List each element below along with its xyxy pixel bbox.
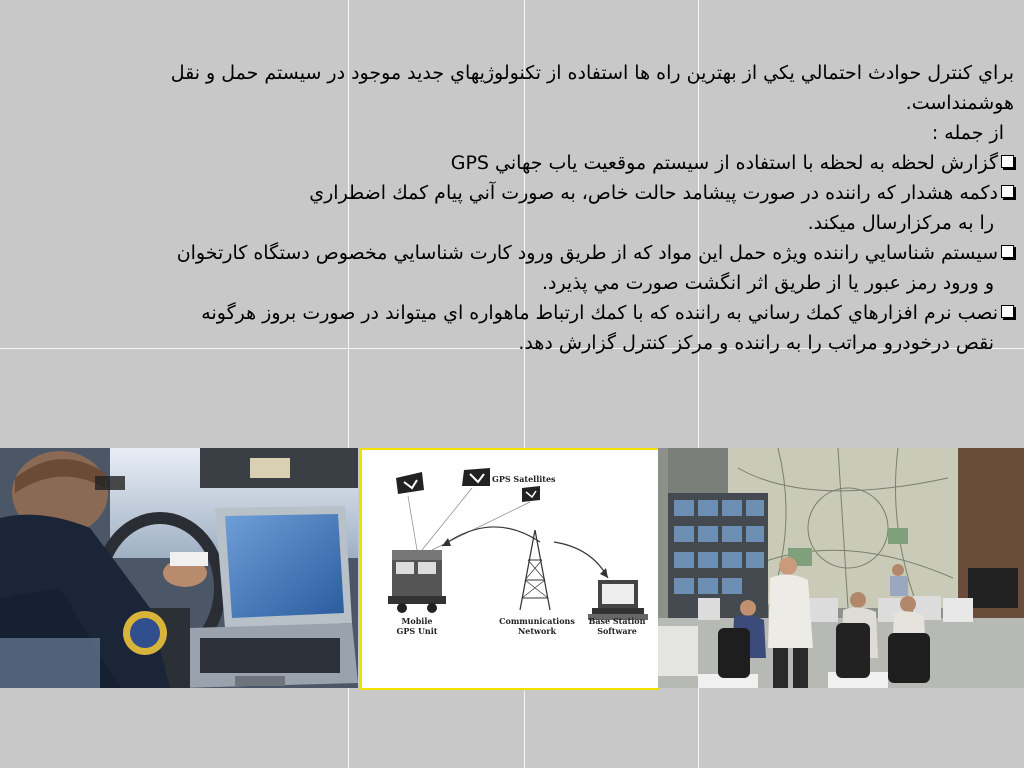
base-station-label: Base Station Software bbox=[588, 616, 646, 636]
intro-line: از جمله : bbox=[931, 122, 1004, 144]
bullet-item: گزارش لحظه به لحظه با استفاده از سيستم موقعيت ياب جهاني GPS bbox=[8, 148, 1014, 178]
bullet-item: نصب نرم افزارهاي كمك رساني به راننده كه با كمك ارتباط ماهواره اي ميتواند در صورت بروز هرگونه bbox=[8, 298, 1014, 328]
image-strip bbox=[0, 448, 1024, 690]
network-label: Communications Network bbox=[499, 616, 575, 636]
bullet-continuation: را به مركزارسال ميكند. bbox=[807, 212, 994, 234]
gps-diagram bbox=[360, 448, 660, 690]
truck-icon bbox=[388, 550, 446, 613]
bullet-item: سيستم شناسايي راننده ويژه حمل اين مواد كه از طريق ورود كارت شناسايي مخصوص دستگاه كارتخوان bbox=[8, 238, 1014, 268]
intro-line: هوشمنداست. bbox=[905, 92, 1014, 114]
checkbox-bullet-icon bbox=[1001, 305, 1014, 318]
police-laptop-photo bbox=[0, 448, 358, 688]
satellite-icon bbox=[462, 468, 490, 486]
bullet-item: دكمه هشدار كه راننده در صورت پيشامد حالت خاص، به صورت آني پيام كمك اضطراري bbox=[8, 178, 1014, 208]
checkbox-bullet-icon bbox=[1001, 185, 1014, 198]
checkbox-bullet-icon bbox=[1001, 245, 1014, 258]
bullet-continuation: و ورود رمز عبور يا از طريق اثر انگشت صورت مي پذيرد. bbox=[541, 272, 994, 294]
slide-body-text bbox=[8, 58, 1014, 358]
satellites-label: GPS Satellites bbox=[492, 474, 556, 484]
control-center-photo bbox=[658, 448, 1024, 688]
mobile-unit-label: Mobile GPS Unit bbox=[396, 616, 438, 636]
checkbox-bullet-icon bbox=[1001, 155, 1014, 168]
bullet-continuation: نقص درخودرو مراتب را به راننده و مركز كنترل گزارش دهد. bbox=[518, 332, 994, 354]
intro-line: براي كنترل حوادث احتمالي يكي از بهترين راه ها استفاده از تكنولوژيهاي جديد موجود در سيستم حمل و نقل bbox=[170, 62, 1014, 84]
satellite-icon bbox=[522, 486, 540, 502]
